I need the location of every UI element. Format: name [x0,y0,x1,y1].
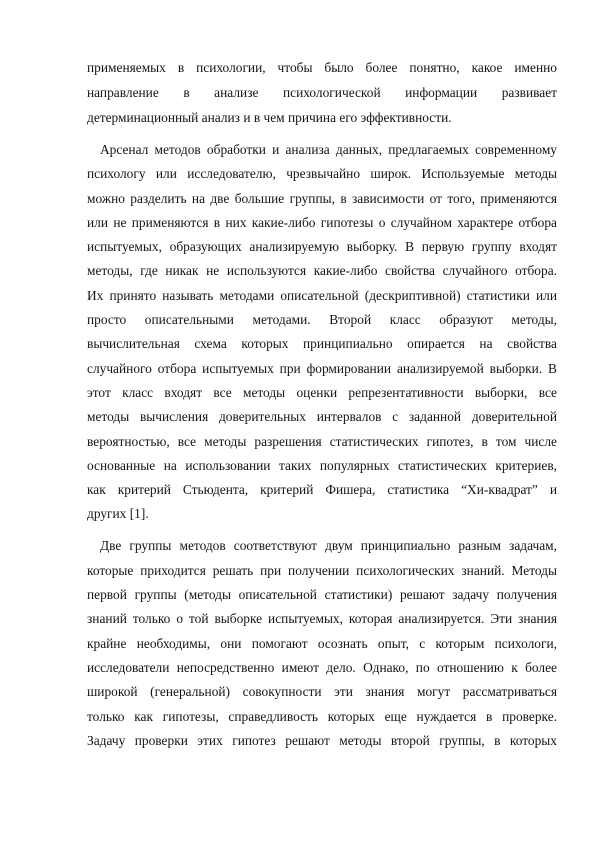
text-line: просто описательными методами. Второй класс образуют методы, [87,312,557,328]
body-text [87,55,557,753]
text-line: только как гипотезы, справедливость которых еще нуждается в проверке. [87,708,557,724]
text-line: Задачу проверки этих гипотез решают методы второй группы, в которых [87,732,557,748]
text-line: вероятностью, все методы разрешения статистических гипотез, в том числе [87,433,557,449]
text-line: случайного отбора испытуемых при формировании анализируемой выборки. В [87,360,557,376]
text-line: как критерий Стьюдента, критерий Фишера, статистика “Хи-квадрат” и [87,482,557,498]
text-line: Арсенал методов обработки и анализа данных, предлагаемых современному [100,142,557,157]
text-line: применяемых в психологии, чтобы было более понятно, какое именно [87,60,557,75]
text-line: первой группы (методы описательной статистики) решают задачу получения [87,587,557,603]
text-line: психологу или исследователю, чрезвычайно широк. Используемые методы [87,166,557,182]
text-line: крайне необходимы, они помогают осознать опыт, с которым психологи, [87,635,557,651]
text-line: знаний только о той выборке испытуемых, которая анализируется. Эти знания [87,611,557,627]
text-line: Их принято называть методами описательной (дескриптивной) статистики или [87,287,557,303]
text-line: Две группы методов соответствуют двум принципиально разным задачам, [100,538,557,554]
text-line: испытуемых, образующих анализируемую выборку. В первую группу входят [87,239,557,255]
text-line: исследователи непосредственно имеют дело. Однако, по отношению к более [87,659,557,675]
text-line: других [1]. [87,506,149,522]
text-line: основанные на использовании таких популярных статистических критериев, [87,457,557,473]
text-line: детерминационный анализ и в чем причина его эффективности. [87,110,452,125]
text-line: вычислительная схема которых принципиально опирается на свойства [87,336,557,352]
text-line: направление в анализе психологической информации развивает [87,85,557,100]
text-line: широкой (генеральной) совокупности эти знания могут рассматриваться [87,684,557,700]
text-line: или не применяются в них какие-либо гипотезы о случайном характере отбора [87,214,557,230]
text-line: можно разделить на две большие группы, в зависимости от того, применяются [87,190,557,206]
text-line: методы, где никак не используются какие-либо свойства случайного отбора. [87,263,557,279]
text-line: этот класс входят все методы оценки репрезентативности выборки, все [87,384,557,400]
text-line: методы вычисления доверительных интервалов с заданной доверительной [87,409,557,425]
text-line: которые приходится решать при получении психологических знаний. Методы [87,562,557,578]
